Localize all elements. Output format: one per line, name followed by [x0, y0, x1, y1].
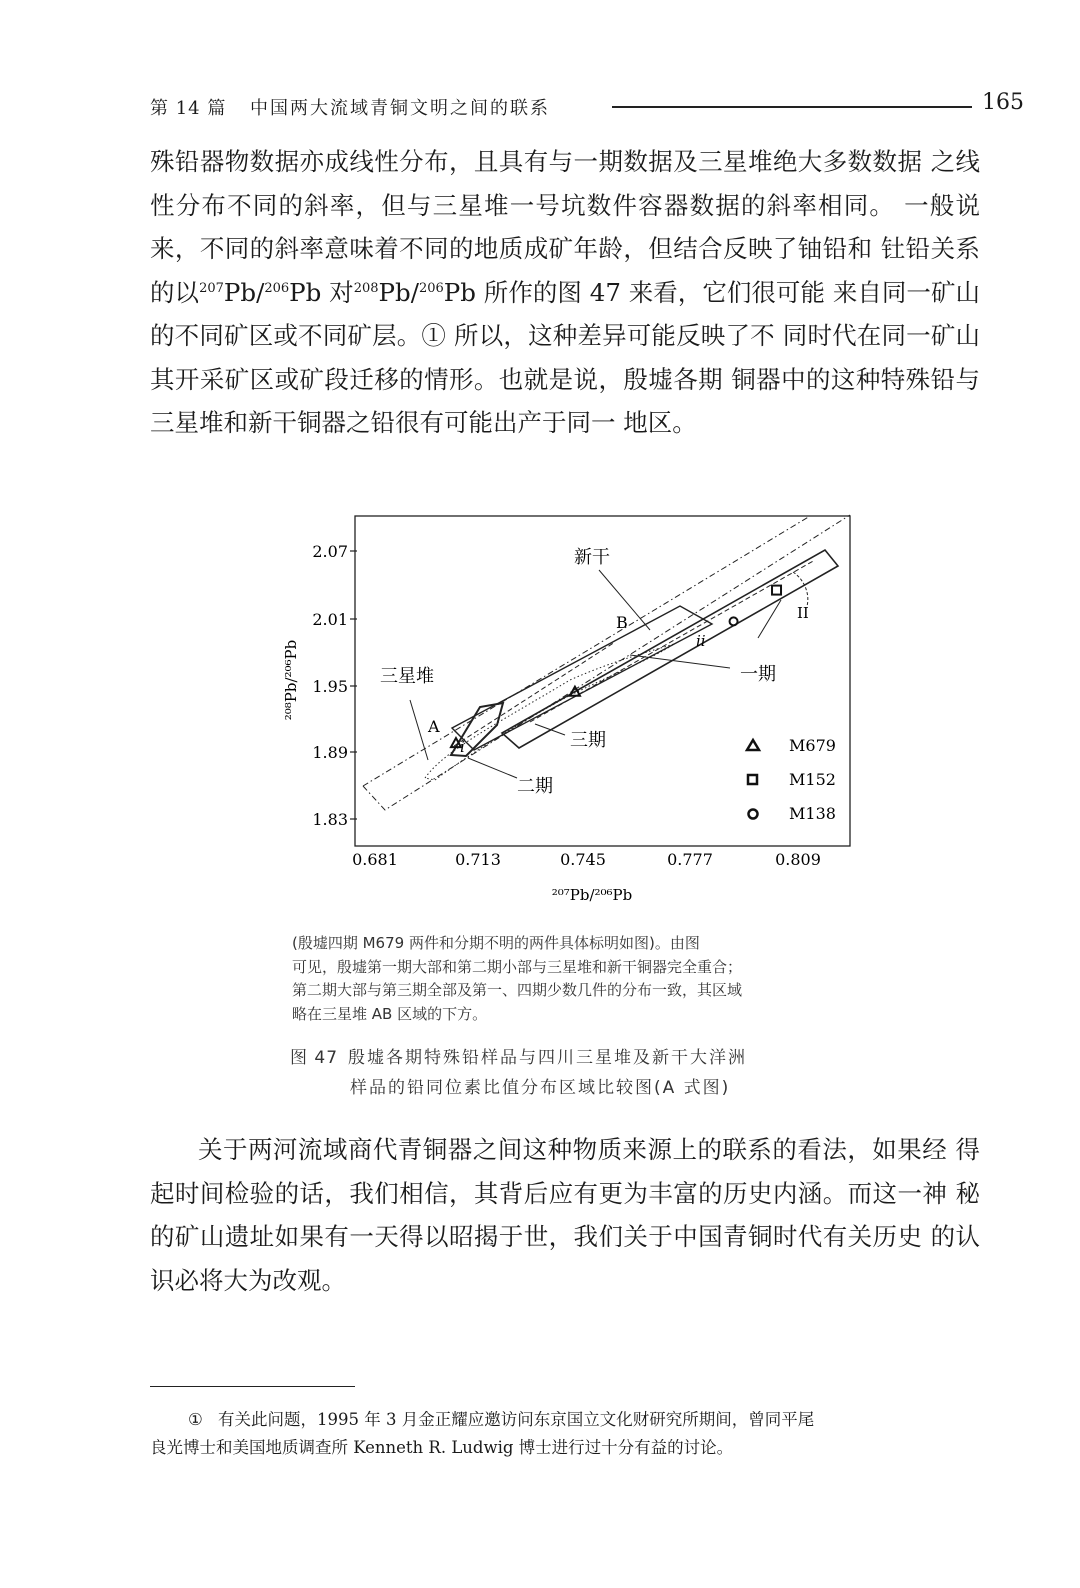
x-tick-label: 0.777	[667, 850, 713, 869]
footnote	[150, 1406, 980, 1462]
phase-1-inner-dash	[530, 560, 815, 722]
x-axis-label: ²⁰⁷Pb/²⁰⁶Pb	[551, 886, 633, 904]
label-region-ii-roman: II	[797, 604, 809, 622]
data-markers	[451, 586, 781, 747]
text-line: 地区。	[623, 408, 697, 437]
marker-circle	[730, 617, 738, 625]
xingan-region	[452, 606, 712, 750]
x-tick-label: 0.745	[560, 850, 606, 869]
y-tick-label: 2.01	[312, 610, 348, 629]
label-region-a: A	[428, 717, 440, 736]
leader-phase-2	[468, 758, 517, 778]
note-line: (殷墟四期 M679 两件和分期不明的两件具体标明如图)。由图	[292, 934, 700, 952]
header-rule	[612, 106, 972, 108]
isotope-superscript: 206	[264, 280, 290, 296]
text-fragment: Pb 所作的图 47 来看，它们很可能	[443, 277, 825, 307]
body-paragraph-1	[150, 140, 980, 445]
label-sanxingdui: 三星堆	[380, 666, 434, 687]
isotope-superscript: 207	[199, 280, 224, 296]
body-paragraph-2	[150, 1128, 980, 1302]
footnote-mark: ①	[188, 1410, 203, 1429]
figure-note	[292, 932, 838, 1026]
footnote-rule	[150, 1386, 355, 1387]
page-number: 165	[982, 90, 1024, 115]
label-phase-1: 一期	[740, 664, 776, 685]
marker-square	[772, 586, 781, 595]
note-line: 略在三星堆 AB 区域的下方。	[292, 1004, 488, 1023]
note-line: 第二期大部与第三期全部及第一、四期少数几件的分布一致，其区域	[292, 981, 743, 999]
y-axis	[312, 542, 357, 829]
text-line: 关于两河流域商代青铜器之间这种物质来源上的联系的看法，如果经	[198, 1135, 948, 1164]
text-line: 秘的矿山遗址如果有一天得以昭揭于世，我们关于中国青铜时代有关历史	[150, 1178, 981, 1251]
label-phase-3: 三期	[570, 730, 606, 751]
text-line: 之线性分布不同的斜率，但与三星堆一号坑数件容器数据的斜率相同。	[150, 147, 980, 220]
leader-sanxingdui	[410, 700, 428, 760]
label-phase-2: 二期	[517, 776, 553, 797]
legend-label: M152	[789, 770, 836, 789]
y-tick-label: 1.83	[312, 810, 348, 829]
phase-2-region	[425, 644, 674, 780]
footnote-line: 有关此问题，1995 年 3 月金正耀应邀访问东京国立文化财研究所期间，曾同平尾	[218, 1410, 815, 1429]
legend-label: M679	[789, 736, 836, 755]
text-fragment: Pb/	[223, 277, 265, 307]
phase-1-region	[502, 550, 838, 748]
text-fragment: Pb/	[378, 277, 419, 307]
legend-square-icon	[748, 775, 757, 784]
leader-phase-3	[535, 724, 565, 735]
x-tick-label: 0.713	[455, 850, 501, 869]
x-axis	[352, 850, 821, 904]
text-line: 来自同一矿山的不同矿区或不同矿层。① 所以，这种差异可能反映了不	[150, 277, 980, 350]
legend	[747, 736, 836, 823]
figure-47	[270, 510, 870, 910]
chapter-title: 中国两大流域青铜文明之间的联系	[250, 98, 550, 119]
running-header	[150, 92, 1030, 122]
y-tick-label: 1.95	[312, 677, 348, 696]
isotope-superscript: 206	[418, 280, 444, 296]
label-region-ii-lower: ii	[696, 632, 706, 650]
text-line: 同时代在同一矿山其开采矿区或矿段迁移的情形。也就是说，殷墟各期	[150, 321, 980, 394]
x-tick-label: 0.681	[352, 850, 398, 869]
y-tick-label: 2.07	[312, 542, 348, 561]
legend-circle-icon	[749, 810, 758, 819]
legend-label: M138	[789, 804, 836, 823]
x-tick-label: 0.809	[775, 850, 821, 869]
footnote-line: 良光博士和美国地质调查所 Kenneth R. Ludwig 博士进行过十分有益的讨论。	[150, 1438, 734, 1457]
label-xingan: 新干	[574, 547, 610, 568]
label-region-b: B	[616, 613, 628, 632]
text-line: 殊铅器物数据亦成线性分布，且具有与一期数据及三星堆绝大多数数据	[150, 147, 923, 176]
isotope-chart	[270, 510, 870, 910]
isotope-superscript: 208	[353, 280, 379, 296]
y-axis-label: ²⁰⁸Pb/²⁰⁶Pb	[282, 639, 300, 721]
note-line: 可见，殷墟第一期大部和第二期小部与三星堆和新干铜器完全重合；	[292, 957, 743, 976]
text-line: 的认识必将大为改观。	[150, 1222, 980, 1295]
caption-line: 样品的铅同位素比值分布区域比较图(A 式图)	[350, 1078, 731, 1098]
label-region-i: i	[460, 738, 465, 756]
text-line: 钍铅关系的以	[150, 234, 980, 307]
text-line: 一般说来，不同的斜率意味着不同的地质成矿年龄，但结合反映了铀铅和	[150, 190, 980, 263]
text-line: 铜器中的这种特殊铅与三星堆和新干铜器之铅很有可能出产于同一	[150, 364, 981, 437]
text-fragment: Pb 对	[289, 277, 354, 307]
caption-line: 殷墟各期特殊铅样品与四川三星堆及新干大洋洲	[348, 1048, 747, 1068]
figure-label: 图 47	[290, 1048, 339, 1068]
chapter-label: 第 14 篇	[150, 98, 227, 119]
figure-caption	[290, 1043, 747, 1068]
y-tick-label: 1.89	[312, 743, 348, 762]
legend-triangle-icon	[747, 740, 759, 750]
text-line: 得起时间检验的话，我们相信，其背后应有更为丰富的历史内涵。而这一神	[150, 1135, 980, 1208]
region-ii-arc	[793, 572, 808, 606]
